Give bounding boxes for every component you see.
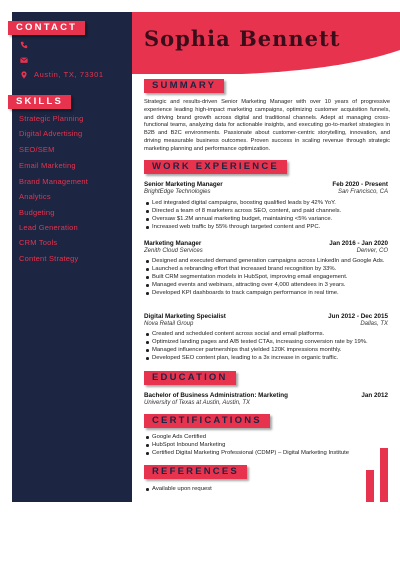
job-location: San Francisco, CA — [337, 189, 388, 195]
job-dates: Jan 2016 - Jan 2020 — [329, 240, 388, 247]
job-company: Zenith Cloud Services — [144, 248, 203, 254]
contact-phone — [20, 41, 34, 49]
skills-heading: SKILLS — [8, 95, 71, 109]
job-bullet: Launched a rebranding effort that increased brand recognition by 33%. — [144, 265, 390, 273]
job-bullet: Developed SEO content plan, leading to a 3x increase in organic traffic. — [144, 354, 390, 362]
education-year: Jan 2012 — [361, 392, 388, 399]
phone-icon — [20, 41, 28, 49]
job-bullet: Created and scheduled content across social and email platforms. — [144, 330, 390, 338]
job-company: Nova Retail Group — [144, 321, 194, 327]
skill-item: Brand Management — [19, 177, 89, 186]
certifications-list — [144, 433, 390, 457]
job-bullets — [144, 199, 390, 231]
contact-location — [20, 70, 104, 79]
job-bullets — [144, 257, 390, 297]
education-heading: EDUCATION — [144, 371, 236, 385]
decorative-bar — [366, 470, 374, 502]
certifications-heading: CERTIFICATIONS — [144, 414, 270, 428]
skill-item: Lead Generation — [19, 223, 78, 232]
certification-item: HubSpot Inbound Marketing — [144, 441, 390, 449]
certification-item: Certified Digital Marketing Professional (CDMP) – Digital Marketing Institute — [144, 449, 390, 457]
references-heading: REFERENCES — [144, 465, 247, 479]
job-title: Marketing Manager — [144, 240, 202, 247]
job-location: Dallas, TX — [360, 321, 388, 327]
job-bullet: Increased web traffic by 55% through targeted content and PPC. — [144, 223, 390, 231]
education-degree: Bachelor of Business Administration: Marketing — [144, 392, 288, 399]
job-bullets — [144, 330, 390, 362]
job-bullet: Oversaw $1.2M annual marketing budget, maintaining <5% variance. — [144, 215, 390, 223]
job-location: Denver, CO — [356, 248, 388, 254]
skill-item: Content Strategy — [19, 254, 79, 263]
references-list — [144, 485, 390, 493]
job-bullet: Optimized landing pages and A/B tested CTAs, increasing conversion rate by 19%. — [144, 338, 390, 346]
job-title: Digital Marketing Specialist — [144, 313, 226, 320]
job-bullet: Built CRM segmentation models in HubSpot, improving email engagement. — [144, 273, 390, 281]
location-text: Austin, TX, 73301 — [34, 70, 104, 79]
job-dates: Feb 2020 - Present — [332, 181, 388, 188]
experience-heading: WORK EXPERIENCE — [144, 160, 287, 174]
job-company: BrightEdge Technologies — [144, 189, 211, 195]
certification-item: Google Ads Certified — [144, 433, 390, 441]
contact-email — [20, 56, 34, 64]
skill-item: Email Marketing — [19, 161, 76, 170]
reference-item: Available upon request — [144, 485, 390, 493]
summary-heading: SUMMARY — [144, 79, 224, 93]
job-bullet: Directed a team of 8 marketers across SEO, content, and paid channels. — [144, 207, 390, 215]
skill-item: SEO/SEM — [19, 145, 55, 154]
education-school: University of Texas at Austin, Austin, TX — [144, 400, 251, 406]
email-icon — [20, 56, 28, 64]
job-bullet: Managed events and webinars, attracting over 4,000 attendees in 3 years. — [144, 281, 390, 289]
job-title: Senior Marketing Manager — [144, 181, 223, 188]
job-dates: Jun 2012 - Dec 2015 — [328, 313, 388, 320]
decorative-bar — [380, 448, 388, 502]
location-pin-icon — [20, 71, 28, 79]
skill-item: Budgeting — [19, 208, 55, 217]
job-bullet: Developed KPI dashboards to track campaign performance in real time. — [144, 289, 390, 297]
skill-item: Strategic Planning — [19, 114, 84, 123]
job-bullet: Led integrated digital campaigns, boosting qualified leads by 42% YoY. — [144, 199, 390, 207]
job-bullet: Managed influencer partnerships that yielded 120K impressions monthly. — [144, 346, 390, 354]
summary-text: Strategic and results-driven Senior Marketing Manager with over 10 years of progressive experience leading high-impact marketing campaigns, optimizing customer acquisition funnels, and driving brand growth across digital and traditional channels. Adept at managing cross-functional teams, analyzing data for actionable insights, and executing go-to-market strategies in B2B and B2C environments. Passionate about customer-centric storytelling, innovation, and driving measurable business outcomes. Proven success in scaling revenue through strategic marketing planning and performance optimization. — [144, 99, 390, 152]
skill-item: Digital Advertising — [19, 129, 83, 138]
candidate-name: Sophia Bennett — [144, 26, 341, 51]
job-bullet: Designed and executed demand generation campaigns across LinkedIn and Google Ads. — [144, 257, 390, 265]
skill-item: CRM Tools — [19, 238, 58, 247]
contact-heading: CONTACT — [8, 21, 85, 35]
skill-item: Analytics — [19, 192, 51, 201]
